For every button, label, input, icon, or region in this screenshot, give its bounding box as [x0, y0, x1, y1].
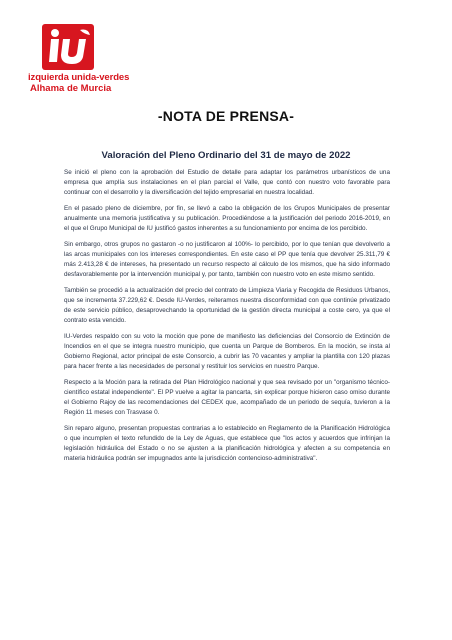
paragraph-5: IU-Verdes respaldo con su voto la moción que pone de manifiesto las deficiencias del Consorcio de Extinción de Incendios en el que se integra nuestro municipio, que cuenta un Parque de Bomberos. En la moción, se insta al Gobierno Regional, actor principal de este Consorcio, a cubrir las 70 vacantes y ampliar la plantilla con 120 plazas para hacer frente a las necesidades de personal y restituir los servicios en nuestro Parque. — [64, 333, 390, 370]
paragraph-7: Sin reparo alguno, presentan propuestas contrarias a lo establecido en Reglamento de la Planificación Hidrológica o que incumplen el texto refundido de la Ley de Aguas, que establece que "los actos y acuerdos que infrinjan la legislación hidráulica del Estado o no se ajusten a la planificación hidrológica y afecten a su competencia en materia hidráulica podrán ser impugnados ante la jurisdicción contencioso-administrativa". — [64, 425, 390, 462]
paragraph-2: En el pasado pleno de diciembre, por fin, se llevó a cabo la obligación de los Grupos Municipales de presentar anualmente una memoria justificativa y su publicación. Procediéndose a la justificación del periodo 2016-2019, en el que el Grupo Municipal de IU justificó gastos inherentes a su funcionamiento por encima de los percibido. — [64, 205, 390, 232]
paragraph-3: Sin embargo, otros grupos no gastaron -o no justificaron al 100%- lo percibido, por lo que tenían que devolverlo a las arcas municipales con los intereses correspondientes. En este caso el PP que tenía que devolver 25.311,79 € más 2.413,28 € de intereses, ha presentado un recurso respecto al cálculo de los mismos, que ha sido informado desfavorablemente por la intervención municipal y, por tanto, también con nuestro voto en este mismo sentido. — [64, 241, 390, 278]
party-logo — [28, 24, 138, 106]
paragraph-1: Se inició el pleno con la aprobación del Estudio de detalle para adaptar los parámetros urbanísticos de una empresa que amplía sus instalaciones en el plan parcial el Valle, que contó con nuestro voto favorable para continuar con el desarrollo y la diversificación del tejido empresarial en nuestra localidad. — [64, 169, 390, 196]
logo-locality: Alhama de Murcia — [30, 83, 112, 94]
logo-party-name: izquierda unida-verdes — [28, 72, 130, 83]
document-subtitle: Valoración del Pleno Ordinario del 31 de mayo de 2022 — [101, 150, 351, 161]
press-release-heading: -NOTA DE PRENSA- — [157, 108, 295, 124]
iu-logo-icon — [42, 24, 94, 70]
paragraph-4: También se procedió a la actualización del precio del contrato de Limpieza Viaria y Recogida de Residuos Urbanos, que se incrementa 37.229,62 €. Desde IU-Verdes, reiteramos nuestra disconformidad con que continúe privatizado de este servicio público, desaprovechando la oportunidad de la gestión directa municipal a coste cero, ya que el contrato esta vencido. — [64, 287, 390, 324]
logo-wordmark — [28, 72, 148, 94]
document-body — [64, 168, 390, 470]
paragraph-6: Respecto a la Moción para la retirada del Plan Hidrológico nacional y que sea revisado por un "organismo técnico-científico estatal independiente". El PP vuelve a agitar la pancarta, sin explicar porque hicieron caso omiso durante el Gobierno Rajoy de las recomendaciones del CEDEX que, acompañado de un periodo de sequía, tuvieron a la Región 11 meses con Trasvase 0. — [64, 379, 390, 416]
